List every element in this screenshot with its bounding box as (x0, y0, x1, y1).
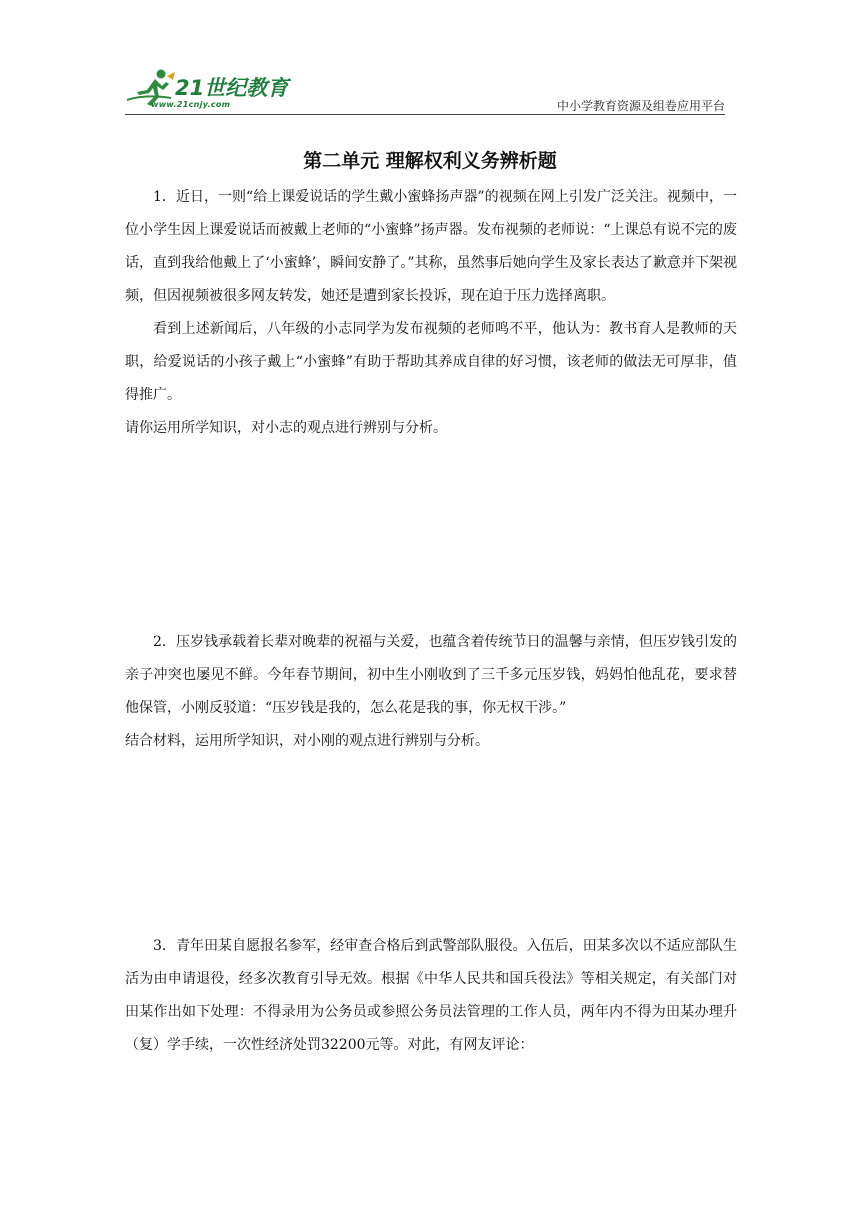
platform-label: 中小学教育资源及组卷应用平台 (556, 99, 725, 113)
logo-url: www.21cnjy.com (151, 100, 231, 109)
question-3 (125, 930, 737, 1062)
question-2 (125, 626, 737, 758)
header-divider (125, 114, 725, 115)
logo-text: 21世纪教育 (175, 76, 289, 100)
logo (125, 64, 295, 114)
page-header (125, 64, 725, 114)
question-2-paragraph-1: 2．压岁钱承载着长辈对晚辈的祝福与关爱，也蕴含着传统节日的温馨与亲情，但压岁钱引发的亲子冲突也屡见不鲜。今年春节期间，初中生小刚收到了三千多元压岁钱，妈妈怕他乱花，要求替他保管，小刚反驳道：“压岁钱是我的，怎么花是我的事，你无权干涉。” (125, 634, 737, 716)
question-3-paragraph-1: 3．青年田某自愿报名参军，经审查合格后到武警部队服役。入伍后，田某多次以不适应部队生活为由申请退役，经多次教育引导无效。根据《中华人民共和国兵役法》等相关规定，有关部门对田某作出如下处理：不得录用为公务员或参照公务员法管理的工作人员，两年内不得为田某办理升（复）学手续，一次性经济处罚32200元等。对此，有网友评论： (125, 938, 737, 1053)
page-title: 第二单元 理解权利义务辨析题 (303, 150, 557, 172)
question-1-prompt: 请你运用所学知识，对小志的观点进行辨别与分析。 (125, 420, 447, 436)
question-2-prompt: 结合材料，运用所学知识，对小刚的观点进行辨别与分析。 (125, 733, 489, 749)
question-1 (125, 181, 737, 445)
question-1-paragraph-1: 1．近日，一则“给上课爱说话的学生戴小蜜蜂扬声器”的视频在网上引发广泛关注。视频中，一位小学生因上课爱说话而被戴上老师的“小蜜蜂”扬声器。发布视频的老师说：“上课总有说不完的废话，直到我给他戴上了‘小蜜蜂’，瞬间安静了。”其称，虽然事后她向学生及家长表达了歉意并下架视频，但因视频被很多网友转发，她还是遭到家长投诉，现在迫于压力选择离职。 (125, 189, 737, 304)
question-1-paragraph-2: 看到上述新闻后，八年级的小志同学为发布视频的老师鸣不平，他认为：教书育人是教师的天职，给爱说话的小孩子戴上“小蜜蜂”有助于帮助其养成自律的好习惯，该老师的做法无可厚非，值得推广。 (125, 321, 737, 403)
